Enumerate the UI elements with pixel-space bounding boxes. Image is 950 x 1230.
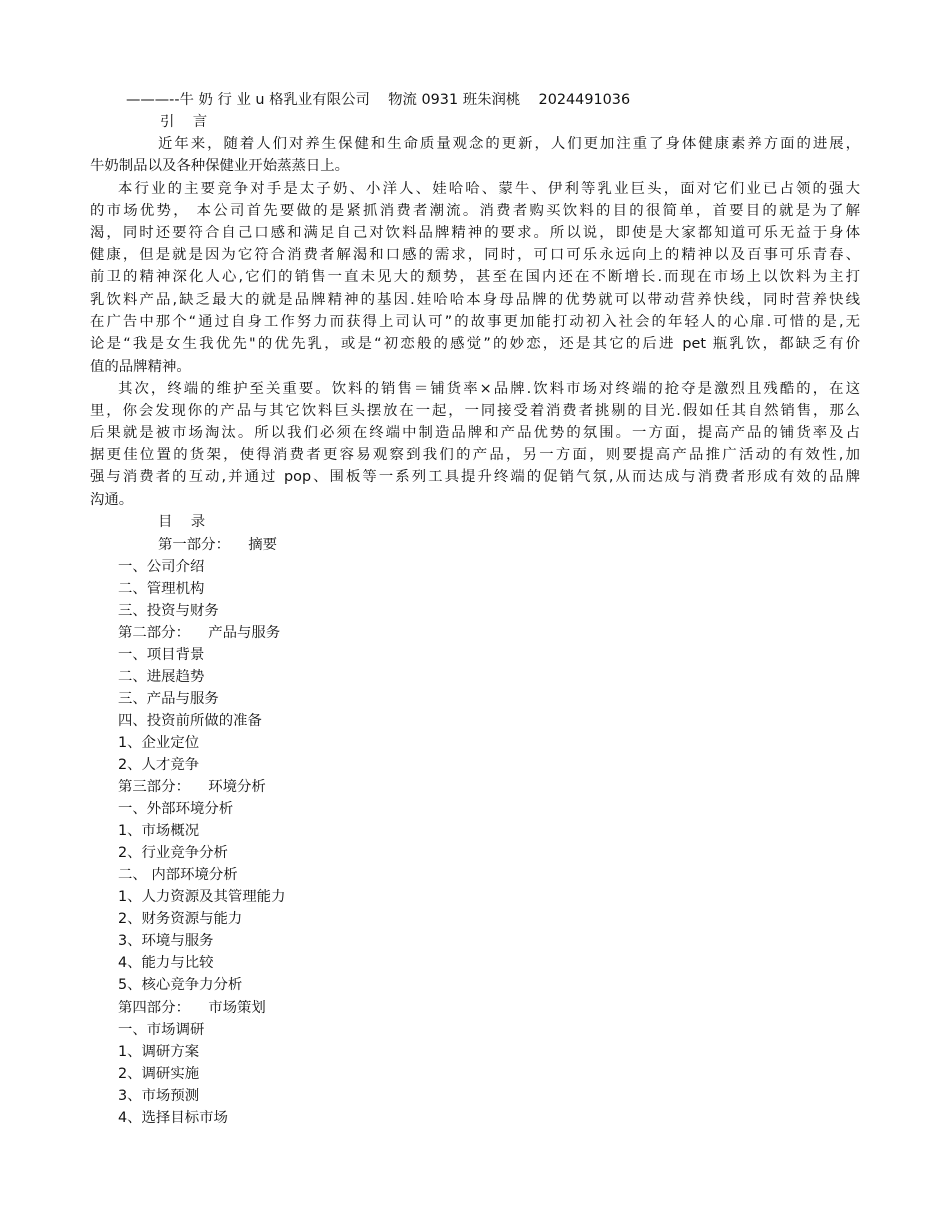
- intro-p2-line-4: 健康，但是就是因为它符合消费者解渴和口感的需求，同时，可口可乐永远向上的精神以及百事可乐青春、: [90, 247, 860, 263]
- toc-item: 2、财务资源与能力: [118, 911, 243, 927]
- intro-p2-line-3: 渴，同时还要符合自己口感和满足自己对饮料品牌精神的要求。所以说，即使是大家都知道可乐无益于身体: [90, 225, 860, 241]
- toc-item: 3、市场预测: [118, 1088, 200, 1104]
- toc-item: 2、行业竞争分析: [118, 845, 228, 861]
- toc-item: 第一部分： 摘要: [158, 537, 278, 553]
- intro-p2-line-7: 在广告中那个“通过自身工作努力而获得上司认可”的故事更加能打动初入社会的年轻人的心扉.可惜的是,无: [90, 314, 860, 330]
- toc-item: 3、环境与服务: [118, 933, 214, 949]
- toc-item: 4、能力与比较: [118, 955, 214, 971]
- intro-p2-line-8: 论是“我是女生我优先"的优先乳，或是“初恋般的感觉”的妙恋，还是其它的后进 pet 瓶乳饮，都缺乏有价: [90, 336, 860, 352]
- toc-item: 2、调研实施: [118, 1066, 200, 1082]
- toc-heading: 目 录: [158, 514, 206, 530]
- intro-p2-line-6: 乳饮料产品,缺乏最大的就是品牌精神的基因.娃哈哈本身母品牌的优势就可以带动营养快线，同时营养快线: [90, 292, 860, 308]
- toc-item: 第三部分： 环境分析: [118, 779, 266, 795]
- intro-p2-line-9: 值的品牌精神。: [90, 359, 191, 375]
- intro-p3-line-1: 其次，终端的维护至关重要。饮料的销售＝铺货率×品牌.饮料市场对终端的抢夺是激烈且残酷的，在这: [118, 381, 860, 397]
- intro-p1-line-1: 近年来，随着人们对养生保健和生命质量观念的更新，人们更加注重了身体健康素养方面的进展，: [158, 136, 860, 152]
- toc-item: 四、投资前所做的准备: [118, 713, 262, 729]
- toc-item: 5、核心竞争力分析: [118, 977, 243, 993]
- toc-item: 二、管理机构: [118, 581, 205, 597]
- toc-item: 1、市场概况: [118, 823, 200, 839]
- toc-item: 第四部分： 市场策划: [118, 1000, 266, 1016]
- toc-item: 2、人才竞争: [118, 757, 200, 773]
- intro-p1-line-2: 牛奶制品以及各种保健业开始蒸蒸日上。: [90, 158, 350, 174]
- document-header: ———--牛 奶 行 业 u 格乳业有限公司 物流 0931 班朱润桃 2024491036: [126, 92, 631, 108]
- toc-item: 二、 内部环境分析: [118, 867, 238, 883]
- intro-heading: 引 言: [160, 114, 208, 130]
- intro-p2-line-2: 的市场优势， 本公司首先要做的是紧抓消费者潮流。消费者购买饮料的目的很简单，首要目的就是为了解: [90, 203, 860, 219]
- toc-item: 一、公司介绍: [118, 559, 205, 575]
- toc-item: 1、人力资源及其管理能力: [118, 889, 286, 905]
- intro-p2-line-5: 前卫的精神深化人心,它们的销售一直未见大的颓势，甚至在国内还在不断增长.而现在市场上以饮料为主打: [90, 269, 860, 285]
- toc-item: 三、投资与财务: [118, 603, 219, 619]
- toc-item: 第二部分： 产品与服务: [118, 625, 281, 641]
- intro-p3-line-5: 强与消费者的互动,并通过 pop、围板等一系列工具提升终端的促销气氛,从而达成与消费者形成有效的品牌: [90, 469, 860, 485]
- toc-item: 4、选择目标市场: [118, 1110, 228, 1126]
- intro-p3-line-3: 后果就是被市场淘汰。所以我们必须在终端中制造品牌和产品优势的氛围。一方面，提高产品的铺货率及占: [90, 425, 860, 441]
- toc-item: 1、企业定位: [118, 735, 200, 751]
- intro-p2-line-1: 本行业的主要竞争对手是太子奶、小洋人、娃哈哈、蒙牛、伊利等乳业巨头，面对它们业已占领的强大: [118, 181, 860, 197]
- toc-item: 一、市场调研: [118, 1022, 205, 1038]
- intro-p3-line-6: 沟通。: [90, 492, 134, 508]
- toc-item: 一、外部环境分析: [118, 801, 234, 817]
- toc-item: 一、项目背景: [118, 647, 205, 663]
- intro-p3-line-4: 据更佳位置的货架，使得消费者更容易观察到我们的产品，另一方面，则要提高产品推广活动的有效性,加: [90, 447, 860, 463]
- toc-item: 三、产品与服务: [118, 691, 219, 707]
- toc-item: 1、调研方案: [118, 1044, 200, 1060]
- intro-p3-line-2: 里，你会发现你的产品与其它饮料巨头摆放在一起，一同接受着消费者挑剔的目光.假如任其自然销售，那么: [90, 403, 860, 419]
- toc-item: 二、进展趋势: [118, 669, 205, 685]
